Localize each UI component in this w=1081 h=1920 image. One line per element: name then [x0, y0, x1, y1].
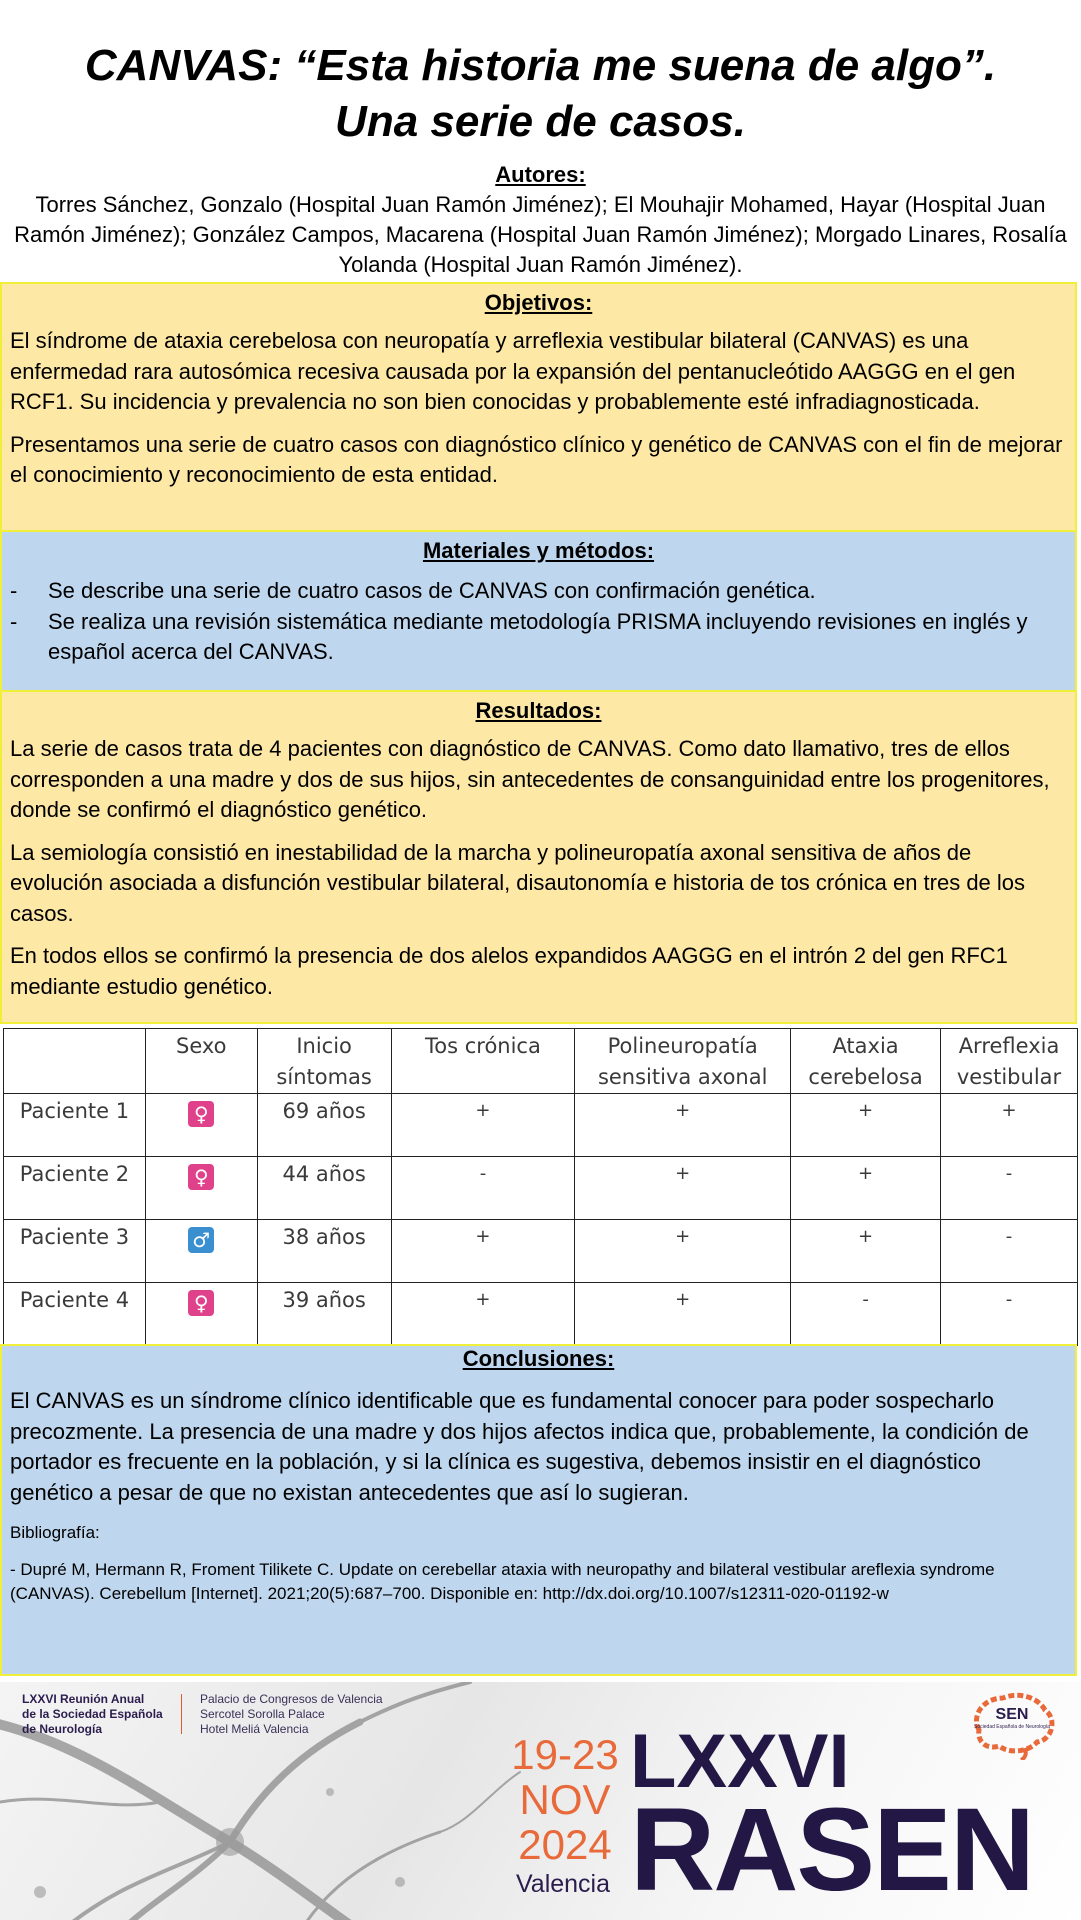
conclusiones-header: Conclusiones:: [462, 1346, 615, 1371]
date-line: 2024: [518, 1821, 612, 1868]
authors-header: Autores:: [495, 162, 586, 187]
ataxia-cell: +: [791, 1157, 941, 1220]
edition-roman-numeral: LXXVI: [630, 1719, 850, 1804]
onset-cell: 38 años: [257, 1220, 391, 1283]
meeting-line: de Neurología: [22, 1722, 103, 1736]
congress-footer-banner: [0, 1682, 1081, 1920]
objetivos-header: Objetivos:: [484, 290, 593, 315]
bibliografia-reference: - Dupré M, Hermann R, Froment Tilikete C. Update on cerebellar ataxia with neuropathy and bilateral vestibular areflexia syndrome (CANVAS). Cerebellum [Internet]. 2021;20(5):687–700. Disponible en: http://dx.doi.org/10.1007/s12311-020-01192-w: [10, 1560, 995, 1603]
patient-cell: Paciente 3: [4, 1220, 146, 1283]
title-line-1: CANVAS: “Esta historia me suena de algo”.: [84, 41, 997, 90]
sen-logo-text: [965, 1706, 1059, 1730]
arreflexia-cell: +: [941, 1094, 1078, 1157]
meeting-line: LXXVI Reunión Anual: [22, 1692, 145, 1706]
materiales-list: [2, 576, 1075, 668]
sex-cell: [145, 1220, 257, 1283]
objetivos-section: [0, 282, 1077, 532]
conclusiones-section: [0, 1344, 1077, 1676]
ataxia-cell: +: [791, 1094, 941, 1157]
list-item: - Se describe una serie de cuatro casos de CANVAS con confirmación genética.: [10, 576, 1055, 607]
poster-title: [0, 38, 1081, 150]
date-line: 19-23: [511, 1731, 619, 1778]
ataxia-cell: -: [791, 1283, 941, 1346]
sex-cell: [145, 1283, 257, 1346]
list-item: - Se realiza una revisión sistemática mediante metodología PRISMA incluyendo revisiones en inglés y español acerca del CANVAS.: [10, 607, 1055, 668]
resultados-paragraph-1: La serie de casos trata de 4 pacientes con diagnóstico de CANVAS. Como dato llamativo, tres de ellos corresponden a una madre y dos de sus hijos, sin antecedentes de consanguinidad entre los progenitores, donde se confirmó el diagnóstico genético.: [10, 736, 1050, 822]
bibliografia-label: Bibliografía:: [10, 1523, 100, 1542]
congress-city: Valencia: [515, 1870, 611, 1898]
polineuropatia-cell: +: [575, 1283, 791, 1346]
footer-divider: [181, 1694, 182, 1734]
patient-cell: Paciente 4: [4, 1283, 146, 1346]
conclusiones-paragraph: El CANVAS es un síndrome clínico identificable que es fundamental conocer para poder sospecharlo precozmente. La presencia de una madre y dos hijos afectos indica que, probablemente, la condición de portador es frecuente en la población, y si la clínica es sugestiva, debemos insistir en el diagnóstico genético a pesar de que no existan antecedentes que así lo sugieran.: [10, 1388, 1029, 1505]
resultados-header: Resultados:: [475, 698, 602, 723]
tos-cell: +: [391, 1094, 575, 1157]
sex-cell: [145, 1157, 257, 1220]
table-header-row: [4, 1029, 1078, 1094]
cases-table: [3, 1028, 1078, 1346]
female-sign-icon: ♀: [188, 1101, 214, 1127]
arreflexia-cell: -: [941, 1283, 1078, 1346]
tos-cell: +: [391, 1220, 575, 1283]
table-header-cell: Inicio síntomas: [257, 1029, 391, 1094]
onset-cell: 44 años: [257, 1157, 391, 1220]
date-line: NOV: [519, 1776, 611, 1823]
female-sign-icon: ♀: [188, 1164, 214, 1190]
meeting-line: de la Sociedad Española: [22, 1707, 163, 1721]
ataxia-cell: +: [791, 1220, 941, 1283]
polineuropatia-cell: +: [575, 1157, 791, 1220]
sex-cell: [145, 1094, 257, 1157]
resultados-paragraph-3: En todos ellos se confirmó la presencia de dos alelos expandidos AAGGG en el intrón 2 del gen RFC1 mediante estudio genético.: [10, 943, 1008, 999]
venue-line: Sercotel Sorolla Palace: [200, 1707, 325, 1721]
arreflexia-cell: -: [941, 1157, 1078, 1220]
tos-cell: -: [391, 1157, 575, 1220]
male-sign-icon: ♂: [188, 1227, 214, 1253]
sen-abbreviation: SEN: [995, 1706, 1029, 1723]
patient-cell: Paciente 1: [4, 1094, 146, 1157]
patient-cell: Paciente 2: [4, 1157, 146, 1220]
tos-cell: +: [391, 1283, 575, 1346]
title-line-2: Una serie de casos.: [335, 97, 746, 146]
table-row: [4, 1157, 1078, 1220]
congress-dates: [480, 1732, 650, 1867]
onset-cell: 69 años: [257, 1094, 391, 1157]
polineuropatia-cell: +: [575, 1220, 791, 1283]
authors-block: [0, 160, 1081, 280]
materiales-header: Materiales y métodos:: [422, 538, 655, 563]
event-name: RASEN: [630, 1784, 1034, 1916]
table-header-cell: Sexo: [145, 1029, 257, 1094]
female-sign-icon: ♀: [188, 1290, 214, 1316]
table-header-cell: Tos crónica: [391, 1029, 575, 1094]
table-row: [4, 1220, 1078, 1283]
table-header-cell: Ataxia cerebelosa: [791, 1029, 941, 1094]
arreflexia-cell: -: [941, 1220, 1078, 1283]
meeting-name: [22, 1692, 182, 1737]
polineuropatia-cell: +: [575, 1094, 791, 1157]
resultados-paragraph-2: La semiología consistió en inestabilidad de la marcha y polineuropatía axonal sensitiva de años de evolución asociada a disfunción vestibular bilateral, disautonomía e historia de tos crónica en tres de los casos.: [10, 839, 1026, 926]
table-row: [4, 1283, 1078, 1346]
venue-line: Palacio de Congresos de Valencia: [200, 1692, 383, 1706]
authors-text: Torres Sánchez, Gonzalo (Hospital Juan Ramón Jiménez); El Mouhajir Mohamed, Hayar (Hospital Juan Ramón Jiménez); González Campos, Macarena (Hospital Juan Ramón Jiménez); Morgado Linares, Rosalía Yolanda (Hospital Juan Ramón Jiménez).: [14, 192, 1067, 277]
table-row: [4, 1094, 1078, 1157]
sen-full-name: Sociedad Española de Neurología: [974, 1724, 1050, 1730]
venue-list: [200, 1692, 383, 1737]
venue-line: Hotel Meliá Valencia: [200, 1722, 309, 1736]
table-header-cell: Polineuropatía sensitiva axonal: [575, 1029, 791, 1094]
table-header-cell: [4, 1029, 146, 1094]
table-header-cell: Arreflexia vestibular: [941, 1029, 1078, 1094]
resultados-section: [0, 690, 1077, 1024]
objetivos-paragraph-2: Presentamos una serie de cuatro casos con diagnóstico clínico y genético de CANVAS con el fin de mejorar el conocimiento y reconocimiento de esta entidad.: [10, 431, 1063, 487]
onset-cell: 39 años: [257, 1283, 391, 1346]
materiales-section: [0, 530, 1077, 692]
objetivos-paragraph-1: El síndrome de ataxia cerebelosa con neuropatía y arreflexia vestibular bilateral (CANVAS) es una enfermedad rara autosómica recesiva causada por la expansión del pentanucleótido AAGGG en el gen RCF1. Su incidencia y prevalencia no son bien conocidas y probablemente esté infradiagnosticada.: [10, 328, 1016, 414]
